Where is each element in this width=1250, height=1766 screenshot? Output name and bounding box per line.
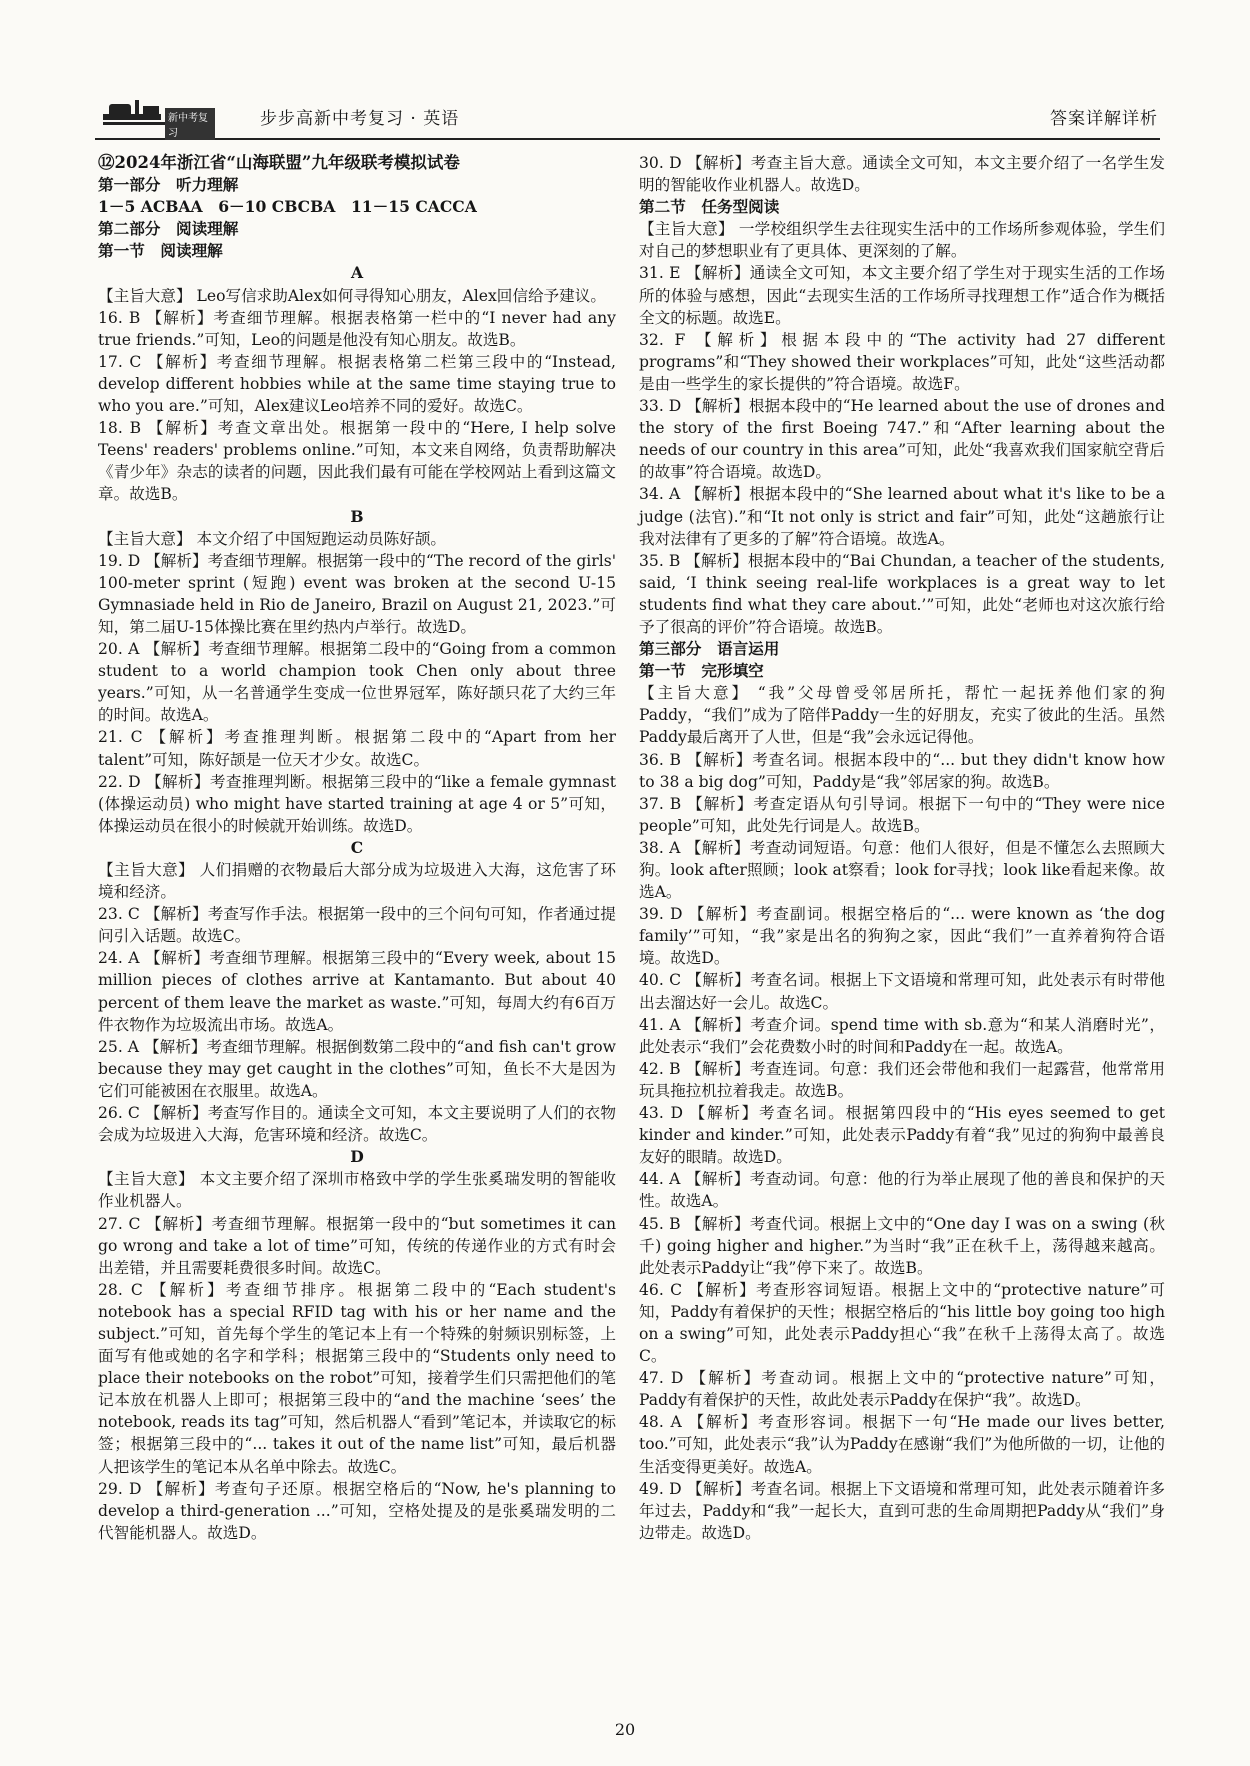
section-letter: D bbox=[350, 1147, 364, 1167]
page-header bbox=[95, 98, 1160, 140]
section-heading: 第二部分 阅读理解 bbox=[98, 219, 239, 239]
answer-item: 36. B 【解析】考查名词。根据本段中的“... but they didn't know how to 38 a big dog”可知，Paddy是“我”邻居家的狗。故选B。 bbox=[639, 750, 1165, 791]
answer-item: 39. D 【解析】考查副词。根据空格后的“... were known as ‘the dog family’”可知，“我”家是出名的狗狗之家，因此“我们”一直养着狗符合语境。故选D。 bbox=[639, 905, 1165, 968]
answer-item: 25. A 【解析】考查细节理解。根据倒数第二段中的“and fish can't grow because they may get caught in the clothes”可知，鱼长不大是因为它们可能被困在衣服里。故选A。 bbox=[98, 1037, 616, 1100]
section-letter: C bbox=[350, 837, 364, 857]
answer-item: 45. B 【解析】考查代词。根据上文中的“One day I was on a swing (秋千) going higher and higher.”为当时“我”正在秋千上，荡得越来越高。此处表示Paddy让“我”停下来了。故选B。 bbox=[639, 1214, 1165, 1277]
main-idea-paragraph: 【主旨大意】 Leo写信求助Alex如何寻得知心朋友，Alex回信给予建议。 bbox=[98, 286, 606, 305]
exam-title: ⑫2024年浙江省“山海联盟”九年级联考模拟试卷 bbox=[98, 153, 460, 172]
answer-item: 40. C 【解析】考查名词。根据上下文语境和常理可知，此处表示有时带他出去溜达好一会儿。故选C。 bbox=[639, 971, 1165, 1012]
answer-item: 31. E 【解析】通读全文可知，本文主要介绍了学生对于现实生活的工作场所的体验与感想，因此“去现实生活的工作场所寻找理想工作”适合作为概括全文的标题。故选E。 bbox=[639, 264, 1165, 327]
answer-item: 26. C 【解析】考查写作目的。通读全文可知，本文主要说明了人们的衣物会成为垃圾进入大海，危害环境和经济。故选C。 bbox=[98, 1104, 616, 1145]
answer-item: 47. D 【解析】考查动词。根据上文中的“protective nature”可知，Paddy有着保护的天性，故此处表示Paddy在保护“我”。故选D。 bbox=[639, 1369, 1165, 1410]
logo-label: 新中考复习 bbox=[165, 108, 215, 140]
right-column bbox=[639, 152, 1165, 1544]
main-idea-paragraph: 【主旨大意】 人们捐赠的衣物最后大部分成为垃圾进入大海，这危害了环境和经济。 bbox=[98, 861, 616, 902]
answer-item: 43. D 【解析】考查名词。根据第四段中的“His eyes seemed to get kinder and kinder.”可知，此处表示Paddy有着“我”见过的狗狗中最善良友好的眼睛。故选D。 bbox=[639, 1104, 1165, 1167]
answer-item: 30. D 【解析】考查主旨大意。通读全文可知，本文主要介绍了一名学生发明的智能收作业机器人。故选D。 bbox=[639, 154, 1165, 195]
answer-item: 29. D 【解析】考查句子还原。根据空格后的“Now, he's planning to develop a third-generation ...”可知，空格处提及的是张奚瑞发明的二代智能机器人。故选D。 bbox=[98, 1479, 616, 1542]
book-title: 步步高新中考复习 · 英语 bbox=[260, 109, 460, 129]
answer-item: 37. B 【解析】考查定语从句引导词。根据下一句中的“They were nice people”可知，此处先行词是人。故选B。 bbox=[639, 794, 1165, 835]
main-idea-paragraph: 【主旨大意】 一学校组织学生去往现实生活中的工作场所参观体验，学生们对自己的梦想职业有了更具体、更深刻的了解。 bbox=[639, 220, 1165, 261]
section-title: 答案详解详析 bbox=[1050, 109, 1158, 129]
answer-item: 21. C 【解析】考查推理判断。根据第二段中的“Apart from her talent”可知，陈好颉是一位天才少女。故选C。 bbox=[98, 728, 616, 769]
page-number: 20 bbox=[614, 1720, 636, 1739]
answer-item: 34. A 【解析】根据本段中的“She learned about what it's like to be a judge (法官).”和“It not only is strict and fair”可知，此处“这趟旅行让我对法律有了更多的了解”符合语境。故选A。 bbox=[639, 485, 1165, 548]
section-heading: 第二节 任务型阅读 bbox=[639, 197, 780, 217]
section-letter: B bbox=[350, 506, 364, 526]
answer-item: 35. B 【解析】根据本段中的“Bai Chundan, a teacher of the students, said, ‘I think seeing real-life workplaces is a great way to let students find what they care about.’”可知，此处“老师也对这次旅行给予了很高的评价”符合语境。故选B。 bbox=[639, 551, 1165, 636]
answer-item: 18. B 【解析】考查文章出处。根据第一段中的“Here, I help solve Teens' readers' problems online.”可知，本文来自网络，负责帮助解决《青少年》杂志的读者的问题，因此我们最有可能在学校网站上看到这篇文章。故选B。 bbox=[98, 419, 616, 504]
main-idea-paragraph: 【主旨大意】 “我”父母曾受邻居所托，帮忙一起抚养他们家的狗Paddy，“我们”成为了陪伴Paddy一生的好朋友，充实了彼此的生活。虽然Paddy最后离开了人世，但是“我”会永远记得他。 bbox=[639, 684, 1165, 747]
section-heading: 第一节 阅读理解 bbox=[98, 241, 223, 261]
answer-item: 32. F 【解析】根据本段中的“The activity had 27 different programs”和“They showed their workplaces”可知，此处“这些活动都是由一些学生的家长提供的”符合语境。故选F。 bbox=[639, 330, 1165, 393]
answer-item: 20. A 【解析】考查细节理解。根据第二段中的“Going from a common student to a world champion took Chen only about three years.”可知，从一名普通学生变成一位世界冠军，陈好颉只花了大约三年的时间。故选A。 bbox=[98, 640, 616, 725]
answer-item: 38. A 【解析】考查动词短语。句意：他们人很好，但是不懂怎么去照顾大狗。look after照顾；look at察看；look for寻找；look like看起来像。故选A。 bbox=[639, 838, 1165, 902]
section-heading: 1－5 ACBAA 6－10 CBCBA 11－15 CACCA bbox=[98, 197, 477, 217]
section-letter: A bbox=[350, 263, 364, 283]
publisher-logo bbox=[103, 100, 215, 139]
answer-item: 16. B 【解析】考查细节理解。根据表格第一栏中的“I never had any true friends.”可知，Leo的问题是他没有知心朋友。故选B。 bbox=[98, 308, 616, 349]
answer-item: 49. D 【解析】考查名词。根据上下文语境和常理可知，此处表示随着许多年过去，Paddy和“我”一起长大，直到可悲的生命周期把Paddy从“我们”身边带走。故选D。 bbox=[639, 1479, 1165, 1542]
answer-item: 22. D 【解析】考查推理判断。根据第三段中的“like a female gymnast (体操运动员) who might have started training at age 4 or 5”可知，体操运动员在很小的时候就开始训练。故选D。 bbox=[98, 772, 616, 835]
answer-item: 28. C 【解析】考查细节排序。根据第二段中的“Each student's notebook has a special RFID tag with his or her name and the subject.”可知，首先每个学生的笔记本上有一个特殊的射频识别标签，上面写有他或她的名字和学科；根据第三段中的“Students only need to place their notebooks on the robot”可知，接着学生们只需把他们的笔记本放在机器人上即可；根据第三段中的“and the machine ‘sees’ the notebook, reads its tag”可知，然后机器人“看到”笔记本，并读取它的标签；根据第三段中的“... takes it out of the name list”可知，最后机器人把该学生的笔记本从名单中除去。故选C。 bbox=[98, 1280, 616, 1476]
answer-item: 44. A 【解析】考查动词。句意：他的行为举止展现了他的善良和保护的天性。故选A。 bbox=[639, 1170, 1165, 1211]
section-heading: 第一部分 听力理解 bbox=[98, 175, 239, 195]
section-heading: 第一节 完形填空 bbox=[639, 661, 764, 681]
answer-item: 46. C 【解析】考查形容词短语。根据上文中的“protective nature”可知，Paddy有着保护的天性；根据空格后的“his little boy going too high on a swing”可知，此处表示Paddy担心“我”在秋千上荡得太高了。故选C。 bbox=[639, 1280, 1165, 1366]
section-heading: 第三部分 语言运用 bbox=[639, 639, 780, 659]
answer-item: 33. D 【解析】根据本段中的“He learned about the use of drones and the story of the first Boeing 747.”和“After learning about the needs of our country in this area”可知，此处“我喜欢我们国家航空背后的故事”符合语境。故选D。 bbox=[639, 397, 1165, 482]
answer-item: 27. C 【解析】考查细节理解。根据第一段中的“but sometimes it can go wrong and take a lot of time”可知，传统的传递作业的方式有时会出差错，并且需要耗费很多时间。故选C。 bbox=[98, 1214, 616, 1277]
answer-item: 17. C 【解析】考查细节理解。根据表格第二栏第三段中的“Instead, develop different hobbies while at the same time staying true to who you are.”可知，Alex建议Leo培养不同的爱好。故选C。 bbox=[98, 352, 616, 416]
answer-item: 41. A 【解析】考查介词。spend time with sb.意为“和某人消磨时光”，此处表示“我们”会花费数小时的时间和Paddy在一起。故选A。 bbox=[639, 1015, 1165, 1056]
left-column bbox=[98, 152, 616, 1544]
answer-item: 48. A 【解析】考查形容词。根据下一句“He made our lives better, too.”可知，此处表示“我”认为Paddy在感谢“我们”为他所做的一切，让他的生活变得更美好。故选A。 bbox=[639, 1413, 1165, 1476]
answer-item: 19. D 【解析】考查细节理解。根据第一段中的“The record of the girls' 100-meter sprint (短跑) event was broken at the second U-15 Gymnasiade held in Rio de Janeiro, Brazil on August 21, 2023.”可知，第二届U-15体操比赛在里约热内卢举行。故选D。 bbox=[98, 551, 617, 636]
answer-item: 24. A 【解析】考查细节理解。根据第三段中的“Every week, about 15 million pieces of clothes arrive at Kantamanto. But about 40 percent of them leave the market as waste.”可知，每周大约有6百万件衣物作为垃圾流出市场。故选A。 bbox=[98, 949, 616, 1034]
main-idea-paragraph: 【主旨大意】 本文主要介绍了深圳市格致中学的学生张奚瑞发明的智能收作业机器人。 bbox=[98, 1170, 616, 1211]
answer-item: 42. B 【解析】考查连词。句意：我们还会带他和我们一起露营，他常常用玩具拖拉机拉着我走。故选B。 bbox=[639, 1059, 1165, 1100]
main-idea-paragraph: 【主旨大意】 本文介绍了中国短跑运动员陈好颉。 bbox=[98, 529, 447, 548]
answer-item: 23. C 【解析】考查写作手法。根据第一段中的三个问句可知，作者通过提问引入话题。故选C。 bbox=[98, 905, 616, 946]
